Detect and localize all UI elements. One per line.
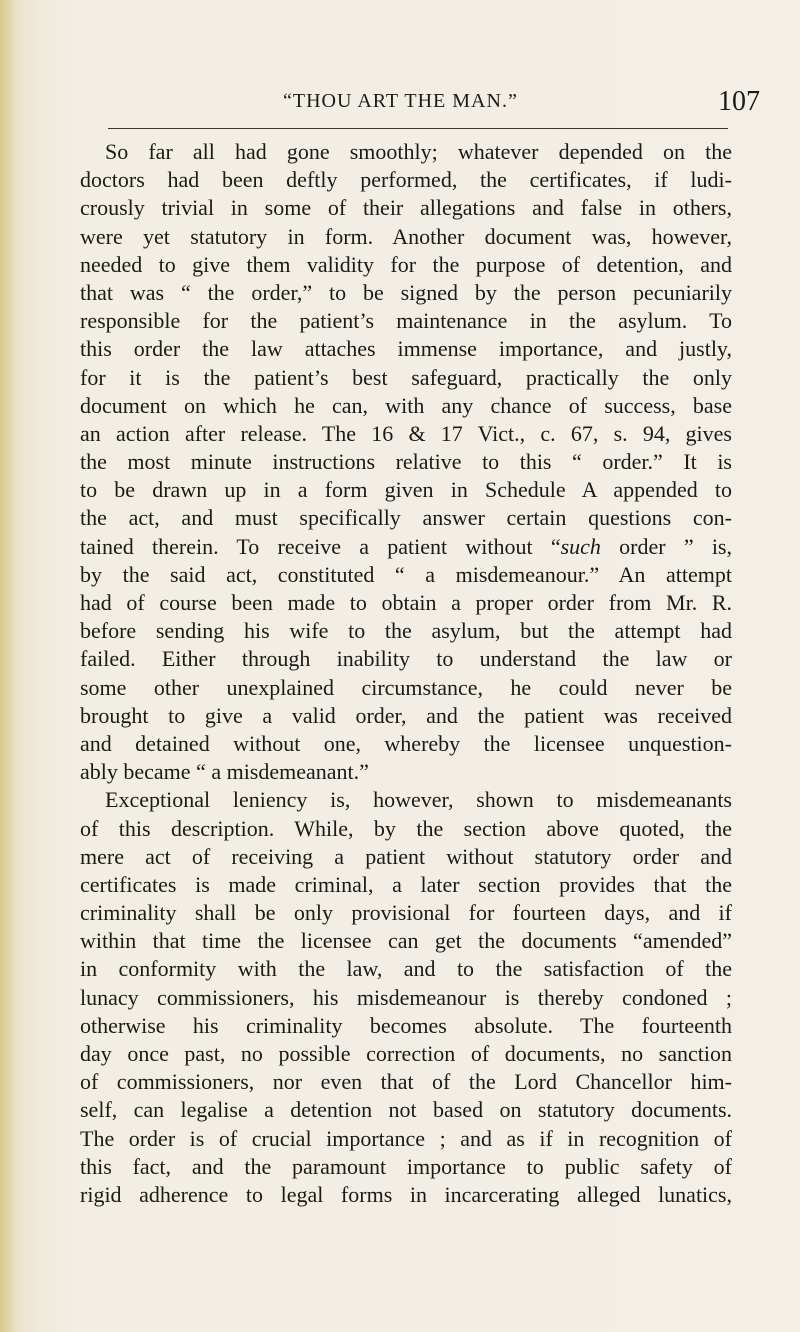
body-text (80, 138, 732, 1209)
text-line: the most minute instructions relative to this “ order.” It is (80, 449, 732, 475)
text-line: that was “ the order,” to be signed by the person pecuniarily (80, 279, 732, 305)
text-line: doctors had been deftly performed, the certificates, if ludi- (80, 167, 732, 193)
text-line: failed. Either through inability to understand the law or (80, 646, 732, 672)
text-line: ably became “ a misdemeanant.” (80, 759, 369, 785)
text-line: The order is of crucial importance ; and as if in recognition of (80, 1125, 732, 1151)
text-segment: order ” is, (600, 533, 732, 559)
text-line: day once past, no possible correction of documents, no sanction (80, 1041, 732, 1066)
text-line: responsible for the patient’s maintenance in the asylum. To (80, 308, 732, 334)
text-line-with-italic (80, 533, 732, 561)
text-line: an action after release. The 16 & 17 Vict., c. 67, s. 94, gives (80, 420, 732, 446)
text-line: and detained without one, whereby the licensee unquestion- (80, 730, 732, 756)
text-line: criminality shall be only provisional for fourteen days, and if (80, 900, 732, 926)
text-line: certificates is made criminal, a later section provides that the (80, 871, 732, 897)
page-number: 107 (718, 86, 760, 117)
text-line: brought to give a valid order, and the patient was received (80, 702, 732, 728)
text-line: were yet statutory in form. Another document was, however, (80, 223, 732, 249)
text-line: self, can legalise a detention not based on statutory documents. (80, 1097, 732, 1123)
text-line: lunacy commissioners, his misdemeanour is thereby condoned ; (80, 984, 732, 1010)
text-line: mere act of receiving a patient without statutory order and (80, 843, 732, 869)
chapter-title: “THOU ART THE MAN.” (283, 90, 518, 112)
text-line: otherwise his criminality becomes absolute. The fourteenth (80, 1012, 732, 1038)
text-line: in conformity with the law, and to the satisfaction of the (80, 956, 732, 982)
text-line: So far all had gone smoothly; whatever depended on the (105, 139, 732, 164)
text-line: within that time the licensee can get the documents “amended” (80, 928, 732, 954)
gutter-stain (0, 0, 18, 1332)
text-line: by the said act, constituted “ a misdemeanour.” An attempt (80, 561, 732, 587)
text-line: of commissioners, nor even that of the Lord Chancellor him- (80, 1069, 732, 1095)
text-line: rigid adherence to legal forms in incarcerating alleged lunatics, (80, 1181, 732, 1207)
running-head (108, 86, 760, 126)
text-line: crously trivial in some of their allegations and false in others, (80, 195, 732, 221)
text-line: this fact, and the paramount importance to public safety of (80, 1153, 732, 1179)
text-line: Exceptional leniency is, however, shown to misdemeanants (105, 787, 732, 813)
italic-word: such (560, 533, 601, 559)
text-line: had of course been made to obtain a proper order from Mr. R. (80, 590, 732, 615)
text-line: document on which he can, with any chance of success, base (80, 392, 732, 418)
text-line: before sending his wife to the asylum, but the attempt had (80, 618, 732, 644)
header-rule (108, 128, 728, 129)
text-line: of this description. While, by the section above quoted, the (80, 815, 732, 841)
text-segment: tained therein. To receive a patient without “ (80, 533, 561, 559)
text-line: some other unexplained circumstance, he could never be (80, 674, 732, 700)
text-line: needed to give them validity for the purpose of detention, and (80, 251, 732, 277)
text-line: the act, and must specifically answer certain questions con- (80, 505, 732, 531)
text-line: to be drawn up in a form given in Schedule A appended to (80, 477, 732, 503)
text-line: for it is the patient’s best safeguard, practically the only (80, 364, 732, 390)
text-line: this order the law attaches immense importance, and justly, (80, 336, 732, 362)
